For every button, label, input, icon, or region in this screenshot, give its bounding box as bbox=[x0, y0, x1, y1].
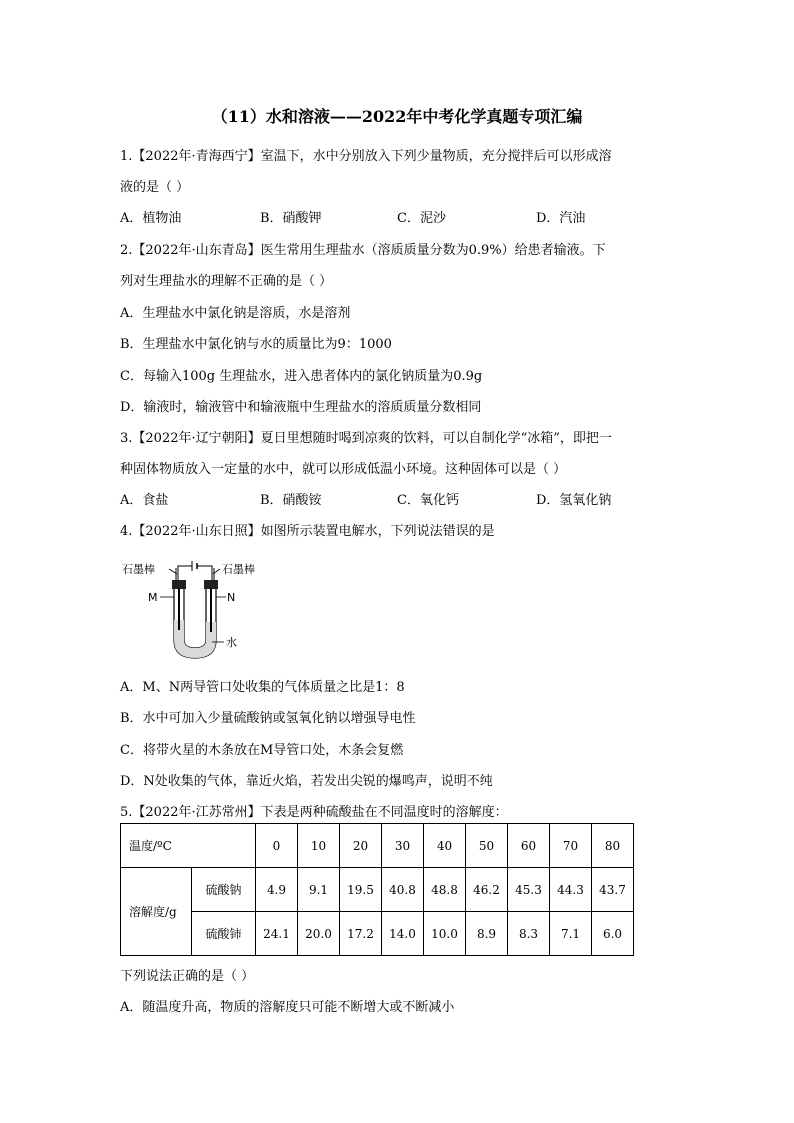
q4-option-a: A．M、N两导管口处收集的气体质量之比是1：8 bbox=[120, 680, 405, 695]
value-cell: 19.5 bbox=[340, 868, 382, 912]
q3-options bbox=[120, 489, 680, 507]
temperature-header: 温度/ºC bbox=[121, 824, 256, 868]
value-cell: 10.0 bbox=[424, 912, 466, 956]
document-title: （11）水和溶液——2022年中考化学真题专项汇编 bbox=[211, 107, 583, 126]
n-label: N bbox=[227, 591, 236, 604]
q3-option-c: C．氧化钙 bbox=[397, 493, 459, 508]
q1-stem-line1: 1.【2022年·青海西宁】室温下，水中分别放入下列少量物质，充分搅拌后可以形成溶 bbox=[120, 149, 612, 164]
table-row bbox=[121, 912, 634, 956]
q5-prompt: 下列说法正确的是（ ） bbox=[120, 969, 255, 984]
left-rod-label: 石墨棒 bbox=[122, 563, 155, 576]
q2-option-b: B．生理盐水中氯化钠与水的质量比为9：1000 bbox=[120, 337, 392, 352]
circuit-wire bbox=[178, 566, 212, 580]
value-cell: 24.1 bbox=[256, 912, 298, 956]
temp-cell: 80 bbox=[592, 824, 634, 868]
q2-option-d: D．输液时，输液管中和输液瓶中生理盐水的溶质质量分数相同 bbox=[120, 400, 482, 415]
value-cell: 4.9 bbox=[256, 868, 298, 912]
value-cell: 8.9 bbox=[466, 912, 508, 956]
water-fill bbox=[174, 620, 216, 658]
value-cell: 6.0 bbox=[592, 912, 634, 956]
q3-stem-line2: 种固体物质放入一定量的水中，就可以形成低温小环境。这种固体可以是（ ） bbox=[120, 462, 567, 477]
table-row bbox=[121, 868, 634, 912]
value-cell: 46.2 bbox=[466, 868, 508, 912]
temp-cell: 30 bbox=[382, 824, 424, 868]
q3-option-d: D．氢氧化钠 bbox=[536, 493, 612, 508]
value-cell: 8.3 bbox=[508, 912, 550, 956]
left-stopper bbox=[172, 580, 186, 589]
q1-option-c: C．泥沙 bbox=[397, 211, 446, 226]
q1-option-a: A．植物油 bbox=[120, 211, 182, 226]
q1-option-b: B．硝酸钾 bbox=[260, 211, 322, 226]
temp-cell: 50 bbox=[466, 824, 508, 868]
row-name: 硫酸铈 bbox=[192, 912, 256, 956]
q5-stem: 5.【2022年·江苏常州】下表是两种硫酸盐在不同温度时的溶解度： bbox=[120, 805, 508, 820]
temp-cell: 20 bbox=[340, 824, 382, 868]
temp-cell: 70 bbox=[550, 824, 592, 868]
m-label: M bbox=[148, 591, 158, 604]
solubility-header: 溶解度/g bbox=[121, 868, 192, 956]
q2-option-c: C．每输入100g 生理盐水，进入患者体内的氯化钠质量为0.9g bbox=[120, 369, 483, 384]
q2-stem-line1: 2.【2022年·山东青岛】医生常用生理盐水（溶质质量分数为0.9%）给患者输液。下 bbox=[120, 243, 606, 258]
water-label: 水 bbox=[226, 636, 237, 649]
solubility-table bbox=[120, 823, 634, 956]
right-rod-label: 石墨棒 bbox=[222, 563, 255, 576]
q2-option-a: A．生理盐水中氯化钠是溶质，水是溶剂 bbox=[120, 306, 351, 321]
u-tube-inner bbox=[184, 589, 206, 648]
value-cell: 43.7 bbox=[592, 868, 634, 912]
temp-cell: 0 bbox=[256, 824, 298, 868]
q2-stem-line2: 列对生理盐水的理解不正确的是（ ） bbox=[120, 274, 333, 289]
electrolysis-apparatus-figure bbox=[122, 560, 260, 664]
q4-option-b: B．水中可加入少量硫酸钠或氢氧化钠以增强导电性 bbox=[120, 711, 416, 726]
temp-cell: 60 bbox=[508, 824, 550, 868]
value-cell: 45.3 bbox=[508, 868, 550, 912]
right-stopper bbox=[204, 580, 218, 589]
value-cell: 7.1 bbox=[550, 912, 592, 956]
q3-option-b: B．硝酸铵 bbox=[260, 493, 322, 508]
q1-options bbox=[120, 207, 680, 225]
q1-option-d: D．汽油 bbox=[536, 211, 586, 226]
value-cell: 40.8 bbox=[382, 868, 424, 912]
temp-cell: 40 bbox=[424, 824, 466, 868]
value-cell: 20.0 bbox=[298, 912, 340, 956]
value-cell: 9.1 bbox=[298, 868, 340, 912]
q4-stem: 4.【2022年·山东日照】如图所示装置电解水，下列说法错误的是 bbox=[120, 524, 495, 539]
value-cell: 48.8 bbox=[424, 868, 466, 912]
q1-stem-line2: 液的是（ ） bbox=[120, 180, 190, 195]
q4-option-c: C．将带火星的木条放在M导管口处，木条会复燃 bbox=[120, 743, 404, 758]
q5-option-a: A．随温度升高，物质的溶解度只可能不断增大或不断减小 bbox=[120, 1000, 455, 1015]
table-header-row bbox=[121, 824, 634, 868]
q4-option-d: D．N处收集的气体，靠近火焰，若发出尖锐的爆鸣声，说明不纯 bbox=[120, 774, 493, 789]
value-cell: 44.3 bbox=[550, 868, 592, 912]
q3-option-a: A．食盐 bbox=[120, 493, 169, 508]
row-name: 硫酸钠 bbox=[192, 868, 256, 912]
value-cell: 14.0 bbox=[382, 912, 424, 956]
temp-cell: 10 bbox=[298, 824, 340, 868]
q3-stem-line1: 3.【2022年·辽宁朝阳】夏日里想随时喝到凉爽的饮料，可以自制化学“冰箱”，即把一 bbox=[120, 431, 612, 446]
value-cell: 17.2 bbox=[340, 912, 382, 956]
